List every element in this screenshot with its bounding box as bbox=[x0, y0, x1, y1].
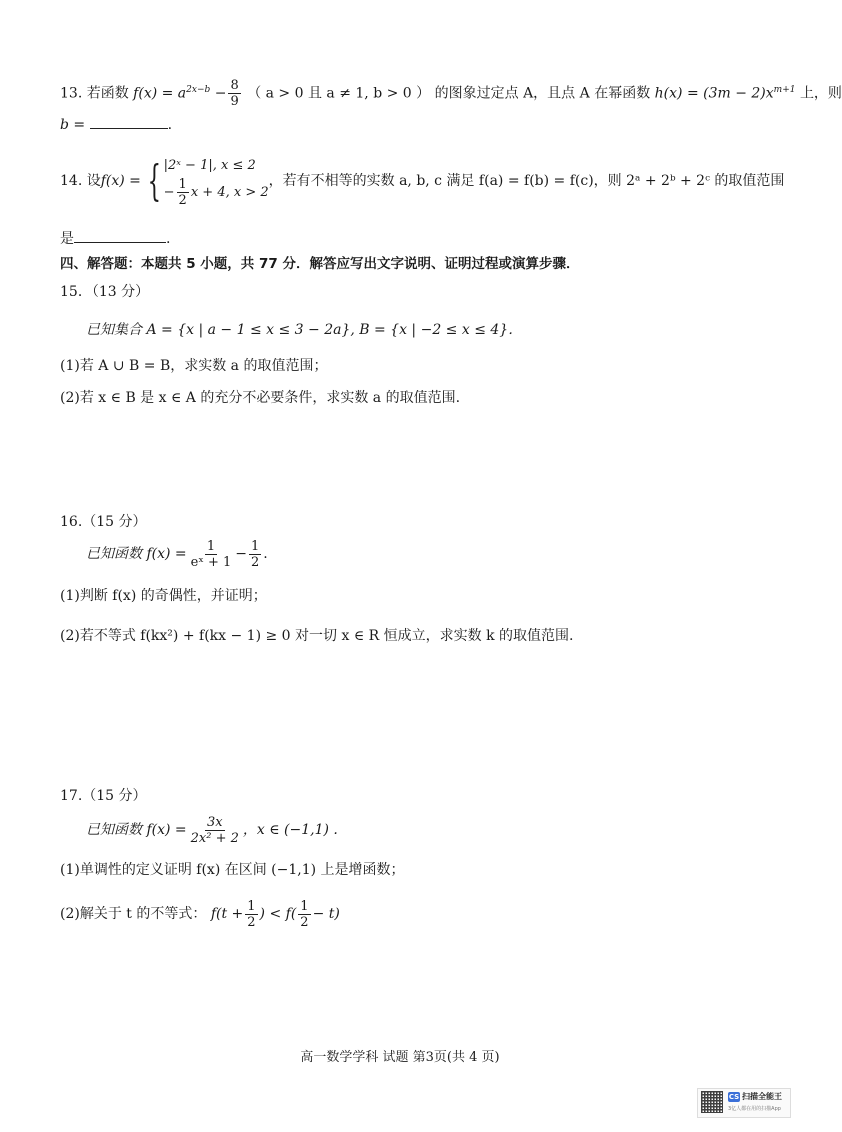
q17-frac-den: 2x² + 2 bbox=[190, 830, 239, 846]
q17-part2 bbox=[60, 896, 340, 932]
q13-power-exp: m+1 bbox=[773, 84, 796, 95]
q14-case2-frac-num: 1 bbox=[178, 176, 187, 192]
q15-part2: (2)若 x ∈ B 是 x ∈ A 的充分不必要条件，求实数 a 的取值范围. bbox=[60, 390, 461, 406]
q14-piecewise bbox=[141, 155, 269, 208]
camscanner-logo-icon: CS bbox=[728, 1093, 740, 1101]
q16-frac2-den: 2 bbox=[251, 554, 260, 570]
q14-cases bbox=[164, 155, 269, 208]
q16-frac1-den: eˣ + 1 bbox=[190, 554, 232, 570]
q17-part2-frac1-num: 1 bbox=[247, 898, 256, 914]
q16-part1: (1)判断 f(x) 的奇偶性，并证明； bbox=[60, 588, 267, 604]
q15-part1: (1)若 A ∪ B = B，求实数 a 的取值范围； bbox=[60, 358, 328, 374]
section-4-heading: 四、解答题：本题共 5 小题，共 77 分．解答应写出文字说明、证明过程或演算步骤． bbox=[60, 256, 580, 272]
q14-line2: 是 . bbox=[60, 228, 170, 249]
scanner-subtitle: 3亿人都在用的扫描App bbox=[728, 1106, 781, 1112]
q13-line1: 13. 若函数 $f(x) = a^{2x-b}$ − $\frac{8}{9}$ （ a > 0 且 a ≠ 1, b > 0 ） 的图象过定点 A，且点 A 在幂函数 $h(x) = (3m - 2)x^{m+1}$ 上，则 bbox=[60, 78, 842, 109]
q16-frac2 bbox=[249, 539, 261, 570]
q14-answer-label: 是 bbox=[60, 231, 74, 247]
q16-given bbox=[86, 536, 268, 572]
scanner-watermark bbox=[697, 1088, 791, 1118]
q17-part2-c: ) < f( bbox=[259, 906, 297, 922]
q17-part2-frac1 bbox=[245, 899, 257, 930]
q14-number: 14. bbox=[60, 173, 83, 189]
q13-func-exp: 2x−b bbox=[186, 84, 211, 95]
q17-part2-a: (2)解关于 t 的不等式： bbox=[60, 906, 207, 922]
q17-part2-d: − t) bbox=[312, 906, 340, 922]
q14-func: f(x) = bbox=[100, 173, 141, 189]
q13-condition: （ a > 0 且 a ≠ 1, b > 0 ） bbox=[247, 85, 431, 102]
q15-given: 已知集合 A = {x | a − 1 ≤ x ≤ 3 − 2a}, B = {x | −2 ≤ x ≤ 4}． bbox=[86, 322, 523, 338]
q14-case2-pre: − bbox=[163, 184, 175, 200]
q13-func: f(x) = a bbox=[133, 85, 187, 102]
q17-given bbox=[86, 812, 338, 848]
q17-header: 17.（15 分） bbox=[60, 788, 147, 804]
q16-header: 16.（15 分） bbox=[60, 514, 147, 530]
page-footer: 高一数学学科 试题 第3页(共 4 页) bbox=[300, 1050, 500, 1065]
q13-frac-num: 8 bbox=[230, 78, 239, 93]
q16-given-a: 已知函数 f(x) = bbox=[86, 546, 187, 562]
q17-part2-b: f(t + bbox=[210, 906, 244, 922]
q13-fraction bbox=[228, 78, 240, 109]
q13-line2: b = . bbox=[60, 114, 172, 135]
q17-given-a: 已知函数 f(x) = bbox=[86, 822, 187, 838]
q13-answer-blank[interactable] bbox=[90, 114, 168, 129]
q13-frac-den: 9 bbox=[230, 94, 239, 109]
scanner-title: 扫描全能王 bbox=[742, 1092, 782, 1101]
q13-power-func: h(x) = (3m − 2)x bbox=[654, 85, 774, 102]
q13-answer-label: b = bbox=[60, 117, 86, 133]
q17-frac-num: 3x bbox=[206, 814, 223, 830]
q17-part2-frac1-den: 2 bbox=[247, 914, 256, 930]
q13-number: 13. bbox=[60, 85, 83, 102]
q16-frac1-num: 1 bbox=[206, 538, 216, 554]
q13-text-c: 上，则 bbox=[799, 85, 842, 102]
q13-text-b: 的图象过定点 A，且点 A 在幂函数 bbox=[434, 85, 651, 102]
q16-frac2-num: 1 bbox=[251, 538, 260, 554]
q17-part2-frac2-num: 1 bbox=[300, 898, 309, 914]
q14-case2-frac-den: 2 bbox=[178, 192, 187, 208]
q17-given-b: ，x ∈ (−1,1) . bbox=[242, 822, 338, 838]
q14-case1: |2ˣ − 1|, x ≤ 2 bbox=[163, 157, 256, 173]
q13-text-a: 若函数 bbox=[86, 85, 129, 102]
q15-header: 15．（13 分） bbox=[60, 284, 150, 300]
q17-part2-frac2 bbox=[298, 899, 310, 930]
q14-case2 bbox=[164, 177, 269, 208]
q16-frac1 bbox=[189, 539, 234, 570]
q17-frac bbox=[189, 815, 241, 846]
q14-text-b: ，若有不相等的实数 a, b, c 满足 f(a) = f(b) = f(c)，则 2ᵃ + 2ᵇ + 2ᶜ 的取值范围 bbox=[268, 173, 785, 189]
q14-case2-post: x + 4, x > 2 bbox=[190, 184, 269, 200]
q14-case2-frac bbox=[177, 177, 189, 208]
q17-part2-frac2-den: 2 bbox=[300, 914, 309, 930]
left-brace-icon: { bbox=[147, 156, 161, 205]
q14-line1 bbox=[60, 150, 784, 212]
q16-part2: (2)若不等式 f(kx²) + f(kx − 1) ≥ 0 对一切 x ∈ R 恒成立，求实数 k 的取值范围. bbox=[60, 628, 574, 644]
q17-part1: (1)单调性的定义证明 f(x) 在区间 (−1,1) 上是增函数； bbox=[60, 862, 405, 878]
q16-minus: − bbox=[235, 546, 248, 562]
q14-answer-blank[interactable] bbox=[74, 228, 166, 243]
q14-text-a: 设 bbox=[86, 173, 101, 189]
q16-given-end: . bbox=[263, 546, 268, 562]
qr-code-icon bbox=[701, 1091, 723, 1113]
